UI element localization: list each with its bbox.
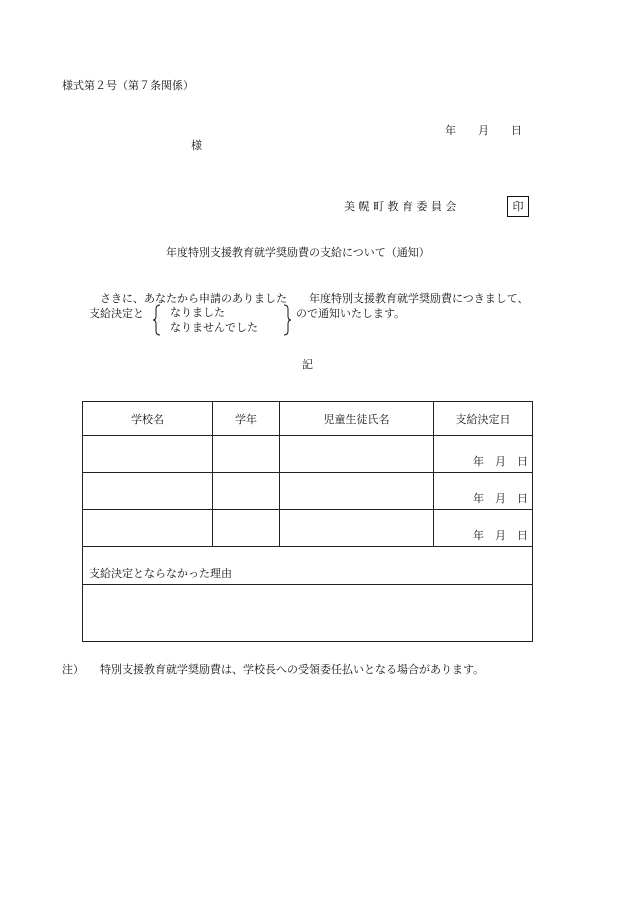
date-line: 年 月 日: [445, 124, 522, 137]
header-grade: 学年: [213, 402, 280, 436]
table-header-row: [83, 402, 533, 436]
note-label: 注）: [62, 663, 84, 676]
header-student-name: 児童生徒氏名: [280, 402, 434, 436]
grade-cell[interactable]: [213, 436, 280, 473]
school-name-cell[interactable]: [83, 510, 213, 547]
reason-field[interactable]: [83, 585, 533, 642]
table-row: [83, 436, 533, 473]
student-name-cell[interactable]: [280, 436, 434, 473]
reason-label: 支給決定とならなかった理由: [83, 547, 533, 585]
decision-date-cell[interactable]: 年 月 日: [434, 436, 533, 473]
issuer-name: 美 幌 町 教 育 委 員 会: [344, 200, 457, 213]
decision-date-cell[interactable]: 年 月 日: [434, 510, 533, 547]
header-decision-date: 支給決定日: [434, 402, 533, 436]
note-text: 特別支援教育就学奨励費は、学校長への受領委任払いとなる場合があります。: [100, 663, 485, 676]
reason-body-row: [83, 585, 533, 642]
payment-table: [82, 401, 533, 642]
student-name-cell[interactable]: [280, 510, 434, 547]
body-line-1: さきに、あなたから申請のありました 年度特別支援教育就学奨励費につきまして、: [100, 292, 529, 305]
ki-heading: 記: [302, 358, 313, 371]
header-school-name: 学校名: [83, 402, 213, 436]
seal-mark: 印: [507, 196, 529, 217]
decision-date-cell[interactable]: 年 月 日: [434, 473, 533, 510]
addressee-suffix: 様: [191, 139, 202, 152]
reason-label-row: [83, 547, 533, 585]
left-brace-icon: [152, 304, 162, 336]
option-not-approved: なりませんでした: [170, 321, 258, 334]
student-name-cell[interactable]: [280, 473, 434, 510]
form-number: 様式第２号（第７条関係）: [62, 79, 194, 92]
school-name-cell[interactable]: [83, 473, 213, 510]
school-name-cell[interactable]: [83, 436, 213, 473]
body-line-2-prefix: 支給決定と: [89, 307, 144, 320]
grade-cell[interactable]: [213, 510, 280, 547]
table-row: [83, 510, 533, 547]
grade-cell[interactable]: [213, 473, 280, 510]
document-title: 年度特別支援教育就学奨励費の支給について（通知）: [166, 246, 430, 259]
table-row: [83, 473, 533, 510]
option-approved: なりました: [170, 306, 225, 319]
body-line-2-suffix: ので通知いたします。: [296, 307, 406, 320]
right-brace-icon: [282, 304, 292, 336]
